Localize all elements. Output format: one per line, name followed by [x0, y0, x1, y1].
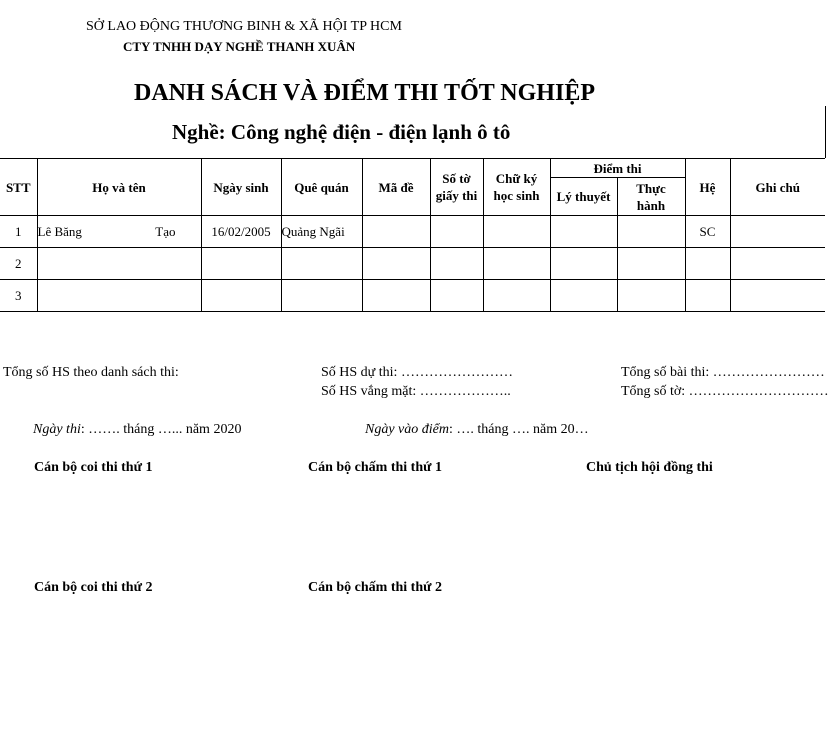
exam-date-label: Ngày thi	[33, 422, 81, 437]
cell-sheets	[430, 248, 483, 280]
cell-theory	[550, 280, 617, 312]
table-row	[0, 216, 825, 248]
cell-practice	[617, 216, 685, 248]
cell-first-name: Tạo	[155, 223, 176, 239]
signature-grader-1: Cán bộ chấm thi thứ 1	[308, 460, 443, 475]
cell-sheets	[430, 216, 483, 248]
cell-system	[685, 280, 730, 312]
cell-practice	[617, 248, 685, 280]
cell-name	[37, 280, 201, 312]
cell-system: SC	[685, 216, 730, 248]
cell-signature	[483, 280, 550, 312]
signature-grader-2: Cán bộ chấm thi thứ 2	[308, 580, 443, 595]
exam-date-value: : ……. tháng …... năm 2020	[80, 422, 242, 437]
header-exam-code: Mã đề	[362, 159, 430, 216]
header-name: Họ và tên	[37, 159, 201, 216]
company-name: CTY TNHH DẠY NGHỀ THANH XUÂN	[123, 39, 356, 54]
cell-name	[37, 216, 201, 248]
summary-total-sheets: Tổng số tờ: …………………………	[621, 384, 829, 399]
header-practice-line2: hành	[636, 197, 666, 213]
cell-notes	[730, 280, 825, 312]
cell-name	[37, 248, 201, 280]
cell-theory	[550, 248, 617, 280]
header-system: Hệ	[685, 159, 730, 216]
header-signature-line1: Chữ ký	[495, 171, 538, 186]
signature-chairman: Chủ tịch hội đồng thi	[586, 460, 713, 475]
cell-last-name: Lê Băng	[37, 223, 82, 239]
department-name: SỞ LAO ĐỘNG THƯƠNG BINH & XÃ HỘI TP HCM	[86, 19, 402, 34]
header-sheets-line2: giấy thi	[435, 188, 478, 203]
header-sheets	[430, 159, 483, 216]
summary-present: Số HS dự thi: ……………………	[321, 365, 513, 380]
results-table	[0, 158, 825, 312]
signature-proctor-1: Cán bộ coi thi thứ 1	[34, 460, 153, 475]
cell-exam-code	[362, 216, 430, 248]
cell-stt: 1	[0, 216, 37, 248]
header-signature	[483, 159, 550, 216]
signature-proctor-2: Cán bộ coi thi thứ 2	[34, 580, 153, 595]
cell-practice	[617, 280, 685, 312]
header-hometown: Quê quán	[281, 159, 362, 216]
cell-theory	[550, 216, 617, 248]
cell-dob	[201, 280, 281, 312]
cell-hometown: Quảng Ngãi	[281, 216, 362, 248]
cell-stt: 2	[0, 248, 37, 280]
cell-dob	[201, 248, 281, 280]
header-signature-line2: học sinh	[493, 188, 540, 203]
cell-sheets	[430, 280, 483, 312]
cell-notes	[730, 216, 825, 248]
cell-system	[685, 248, 730, 280]
cell-hometown	[281, 280, 362, 312]
entry-date-label: Ngày vào điểm	[365, 422, 449, 437]
header-practice	[617, 178, 685, 216]
cell-exam-code	[362, 280, 430, 312]
header-scores: Điểm thi	[550, 159, 685, 178]
entry-date-value: : …. tháng …. năm 20…	[448, 422, 589, 437]
cell-stt: 3	[0, 280, 37, 312]
table-row	[0, 248, 825, 280]
summary-total-papers: Tổng số bài thi: ……………………	[621, 365, 825, 380]
document-title: DANH SÁCH VÀ ĐIỂM THI TỐT NGHIỆP	[134, 80, 595, 106]
table-row	[0, 280, 825, 312]
entry-date	[365, 422, 589, 438]
summary-absent: Số HS vắng mặt: ………………..	[321, 384, 511, 399]
cell-signature	[483, 216, 550, 248]
cell-dob: 16/02/2005	[201, 216, 281, 248]
cell-exam-code	[362, 248, 430, 280]
cell-hometown	[281, 248, 362, 280]
header-theory: Lý thuyết	[550, 178, 617, 216]
cell-notes	[730, 248, 825, 280]
document-subtitle: Nghề: Công nghệ điện - điện lạnh ô tô	[172, 120, 511, 144]
header-sheets-line1: Số tờ	[442, 171, 471, 186]
header-dob: Ngày sinh	[201, 159, 281, 216]
header-stt: STT	[0, 159, 37, 216]
summary-total-listed: Tổng số HS theo danh sách thi:	[3, 365, 179, 380]
header-notes: Ghi chú	[730, 159, 825, 216]
cell-signature	[483, 248, 550, 280]
header-practice-line1: Thực	[636, 180, 666, 196]
right-border-line	[825, 106, 826, 158]
exam-date	[33, 422, 241, 438]
